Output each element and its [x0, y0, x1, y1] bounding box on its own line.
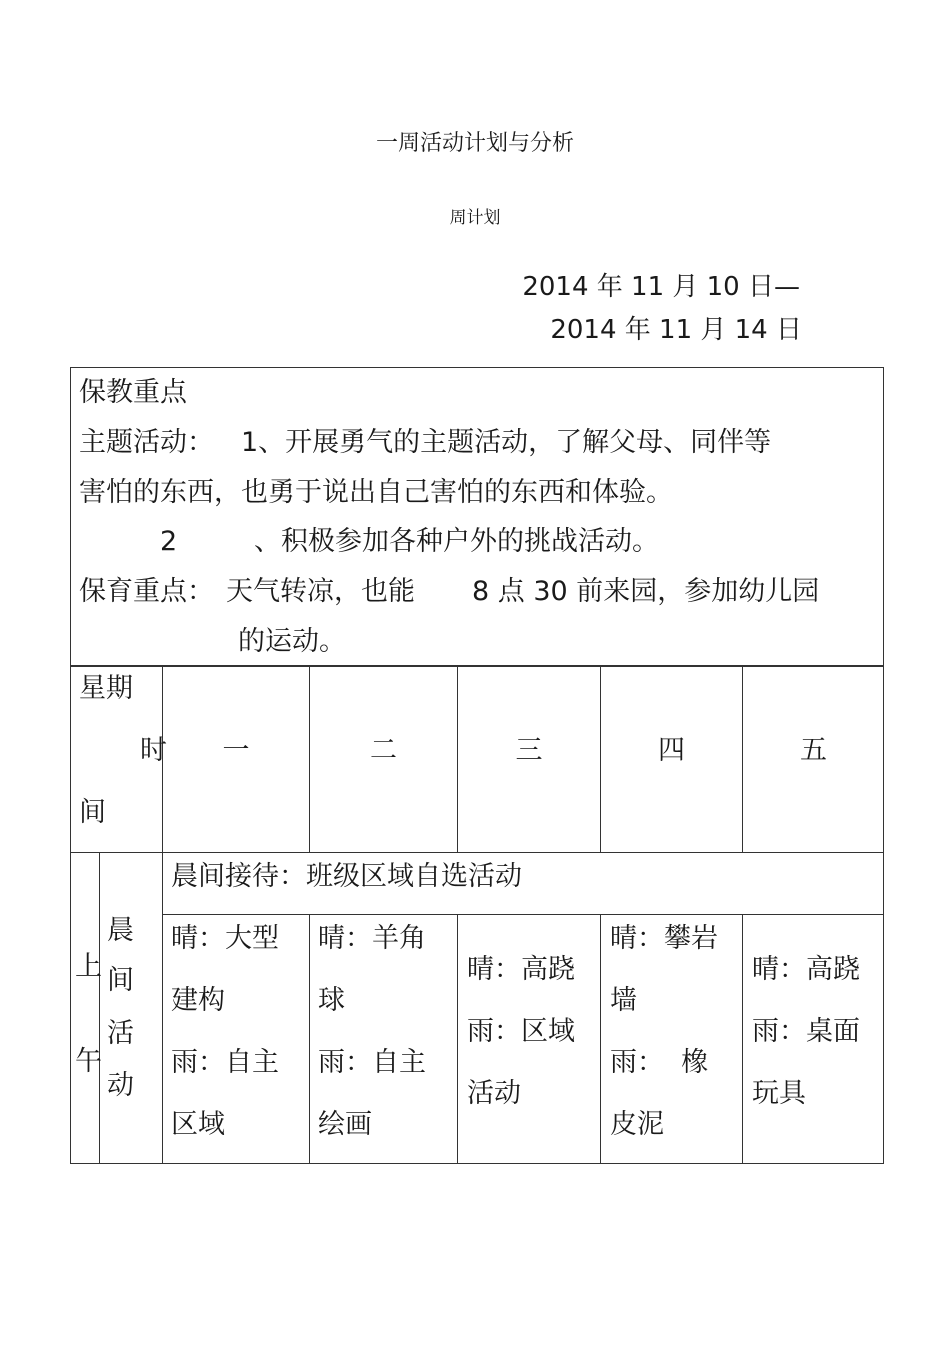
theme-label: 主题活动：	[79, 427, 214, 458]
day3-line-3: 活动	[467, 1078, 521, 1109]
day-divider-1	[309, 914, 310, 1164]
day5-line-2: 雨：桌面	[752, 1016, 860, 1047]
theme-item-2-number: 2	[160, 526, 178, 557]
document-title: 一周活动计划与分析	[375, 131, 574, 156]
care-text-part-2: 8 点 30 前来园，参加幼儿园	[472, 576, 820, 607]
day2-line-1: 晴：羊角	[318, 923, 426, 954]
day3-line-2: 雨：区域	[467, 1016, 575, 1047]
activity-label-4: 动	[107, 1070, 134, 1101]
day-header-3: 三	[515, 735, 543, 766]
care-text-part-1: 天气转凉，也能	[226, 576, 415, 607]
theme-item-2-text: 、积极参加各种户外的挑战活动。	[254, 526, 659, 557]
activity-label-1: 晨	[107, 915, 134, 946]
day1-line-2: 建构	[171, 985, 225, 1016]
activity-label-3: 活	[107, 1018, 134, 1049]
care-text-part-3: 的运动。	[238, 626, 346, 657]
day2-line-2: 球	[318, 985, 345, 1016]
document-subtitle: 周计划	[449, 208, 501, 228]
day1-line-1: 晴：大型	[171, 923, 279, 954]
day4-line-3: 雨： 橡	[610, 1047, 709, 1078]
day-header-1: 一	[222, 735, 250, 766]
care-label: 保育重点：	[79, 576, 214, 607]
reception-text: 晨间接待：班级区域自选活动	[171, 861, 522, 892]
date-range-start: 2014 年 11 月 10 日—	[522, 272, 800, 302]
day2-line-3: 雨：自主	[318, 1047, 426, 1078]
day-header-2: 二	[370, 735, 397, 766]
day-header-5: 五	[800, 735, 827, 766]
theme-item-1-line-1: 1、开展勇气的主题活动，了解父母、同伴等	[241, 427, 772, 458]
day1-line-4: 区域	[171, 1109, 225, 1140]
day-divider-3	[600, 914, 601, 1164]
day4-line-1: 晴：攀岩	[610, 923, 718, 954]
period-label-morning-2: 午	[75, 1046, 102, 1077]
day5-line-3: 玩具	[752, 1078, 806, 1109]
day5-line-1: 晴：高跷	[752, 954, 860, 985]
day1-line-3: 雨：自主	[171, 1047, 279, 1078]
period-label-morning-1: 上	[75, 951, 102, 982]
date-range-end: 2014 年 11 月 14 日	[550, 315, 802, 345]
activity-label-2: 间	[107, 965, 134, 996]
day-divider-2	[457, 914, 458, 1164]
day4-line-2: 墙	[610, 985, 637, 1016]
day4-line-4: 皮泥	[610, 1109, 664, 1140]
corner-label-time-2: 间	[79, 797, 106, 828]
focus-heading: 保教重点	[79, 377, 187, 408]
day2-line-4: 绘画	[318, 1109, 372, 1140]
day3-line-1: 晴：高跷	[467, 954, 575, 985]
theme-item-1-line-2: 害怕的东西，也勇于说出自己害怕的东西和体验。	[79, 477, 673, 508]
day-divider-4	[742, 914, 743, 1164]
corner-label-weekday: 星期	[79, 673, 133, 704]
period-column-divider	[99, 852, 100, 1164]
day-header-4: 四	[658, 735, 685, 766]
corner-label-time-1: 时	[140, 735, 167, 766]
